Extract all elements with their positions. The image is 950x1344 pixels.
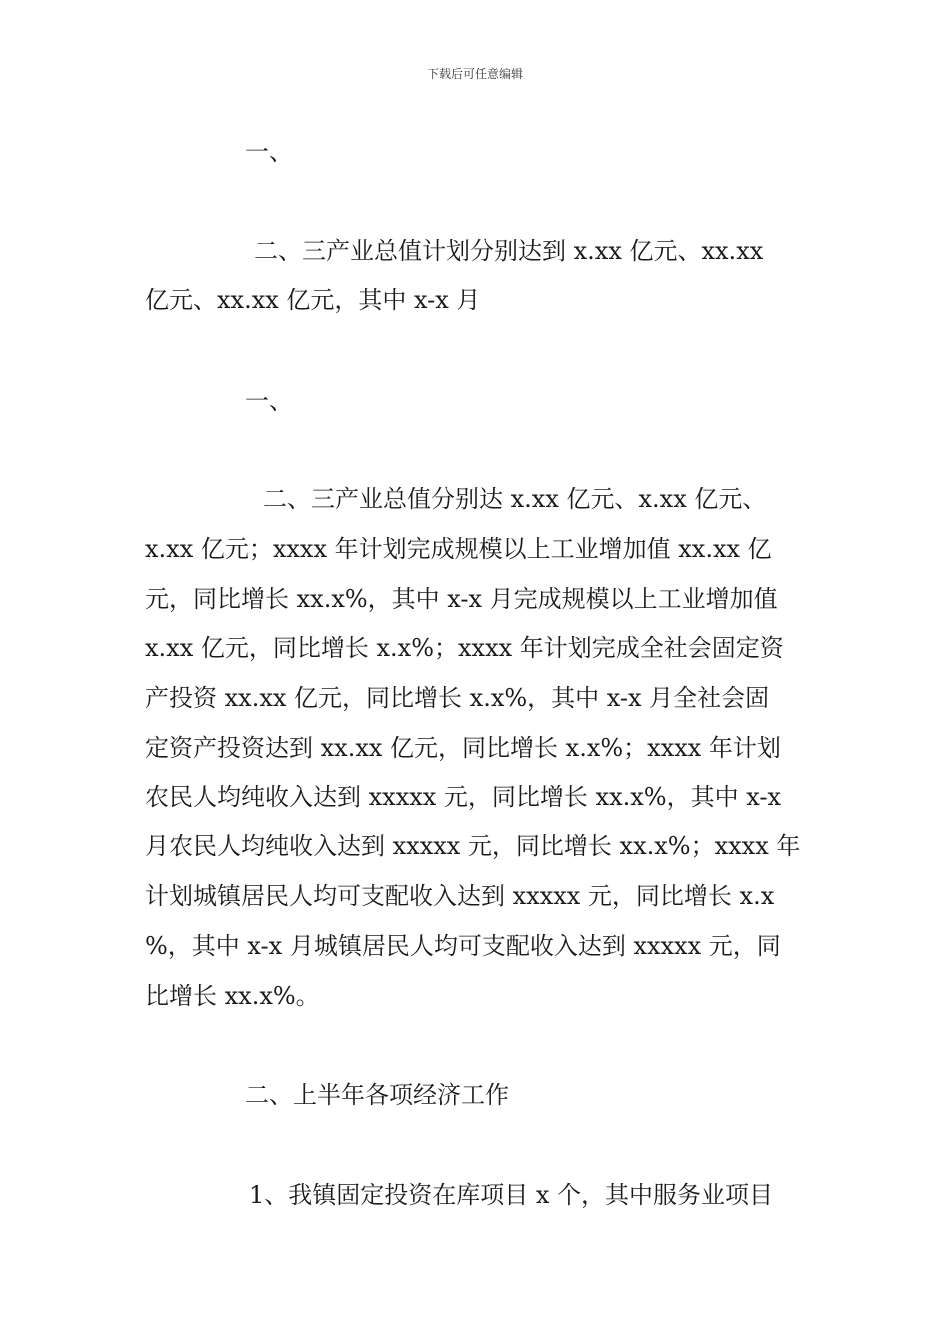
paragraph-line: 比增长 xx.x%。	[145, 982, 320, 1010]
paragraph-line: %，其中 x-x 月城镇居民人均可支配收入达到 xxxxx 元，同	[145, 932, 781, 960]
paragraph-line: 计划城镇居民人均可支配收入达到 xxxxx 元，同比增长 x.x	[145, 882, 775, 910]
paragraph-line: 产投资 xx.xx 亿元，同比增长 x.x%，其中 x-x 月全社会固	[145, 684, 770, 712]
paragraph-line: 1、我镇固定投资在库项目 x 个，其中服务业项目	[249, 1181, 774, 1209]
heading-one-b: 一、	[245, 387, 293, 415]
section-heading: 二、上半年各项经济工作	[245, 1081, 509, 1109]
paragraph-line: 二、三产业总值分别达 x.xx 亿元、x.xx 亿元、	[263, 485, 767, 513]
paragraph-line: 元，同比增长 xx.x%，其中 x-x 月完成规模以上工业增加值	[145, 585, 778, 613]
paragraph-line: 定资产投资达到 xx.xx 亿元，同比增长 x.x%；xxxx 年计划	[145, 734, 781, 762]
paragraph-line: 亿元、xx.xx 亿元，其中 x-x 月	[145, 286, 481, 314]
page-header: 下载后可任意编辑	[426, 67, 523, 81]
paragraph-line: 二、三产业总值计划分别达到 x.xx 亿元、xx.xx	[254, 237, 764, 265]
paragraph-line: 农民人均纯收入达到 xxxxx 元，同比增长 xx.x%，其中 x-x	[145, 783, 781, 811]
heading-one-a: 一、	[245, 138, 293, 166]
paragraph-line: x.xx 亿元，同比增长 x.x%；xxxx 年计划完成全社会固定资	[145, 634, 784, 662]
paragraph-line: x.xx 亿元；xxxx 年计划完成规模以上工业增加值 xx.xx 亿	[145, 535, 772, 563]
paragraph-line: 月农民人均纯收入达到 xxxxx 元，同比增长 xx.x%；xxxx 年	[145, 832, 801, 860]
